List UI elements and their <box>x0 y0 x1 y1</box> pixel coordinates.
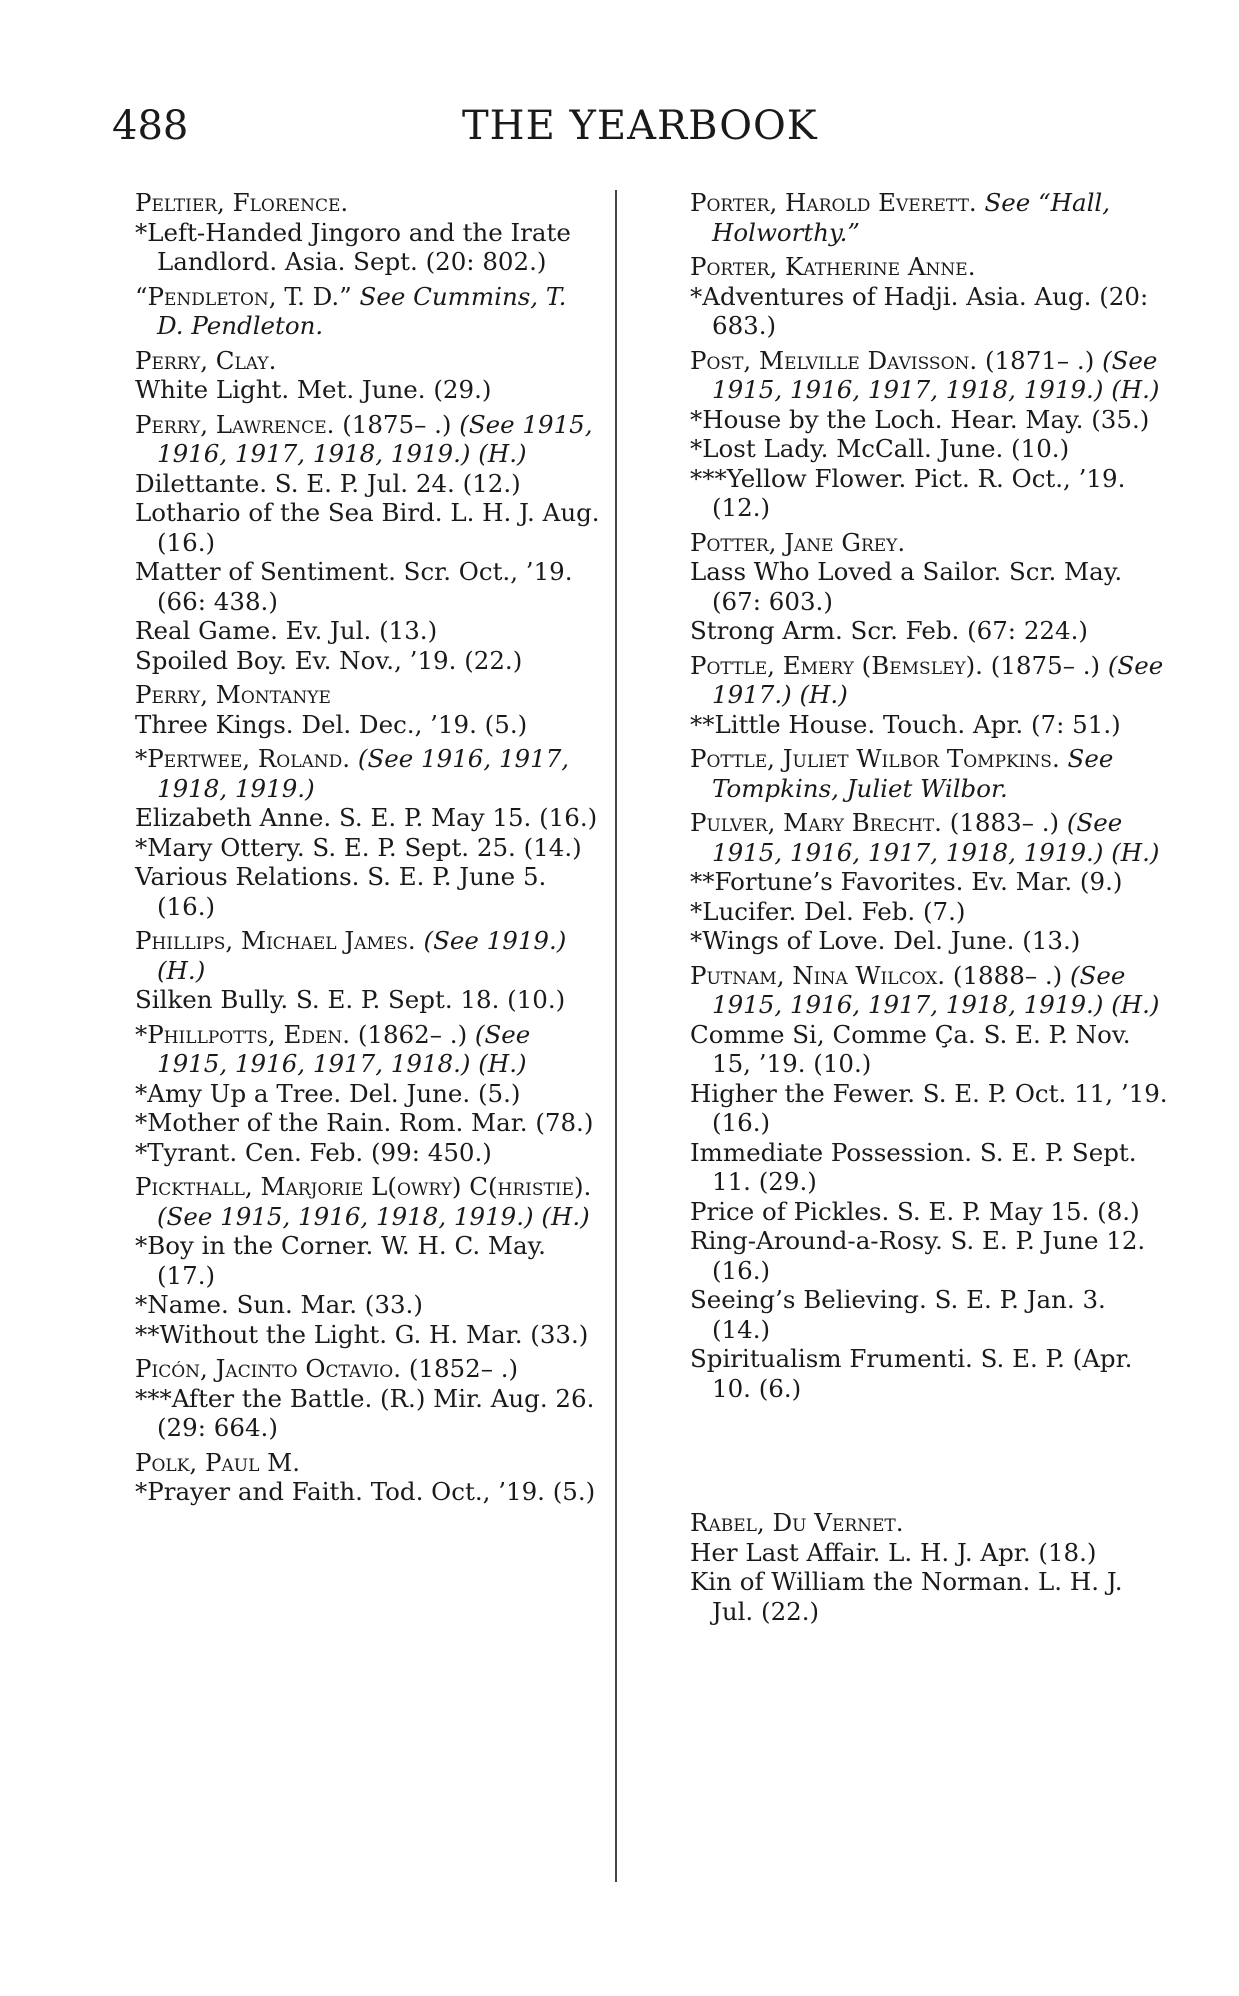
author-name: Porter, Katherine Anne. <box>690 252 976 281</box>
section-gap <box>650 1408 1170 1508</box>
story-entry: Ring-Around-a-Rosy. S. E. P. June 12. (16.) <box>690 1226 1146 1285</box>
author-heading <box>95 346 600 376</box>
story-entry: *Tyrant. Cen. Feb. (99: 450.) <box>135 1137 492 1167</box>
author-heading <box>650 808 1170 867</box>
author-note: (See 1919.) (H.) <box>157 926 567 985</box>
author-entry <box>95 410 600 676</box>
author-entry <box>650 744 1170 803</box>
story-entry: Immediate Possession. S. E. P. Sept. 11. (29.) <box>690 1137 1137 1196</box>
author-note: (See 1915, 1916, 1917, 1918.) (H.) <box>157 1019 531 1078</box>
story-entry: Lothario of the Sea Bird. L. H. J. Aug. (16.) <box>135 498 600 557</box>
author-note: See Tompkins, Juliet Wilbor. <box>712 744 1114 803</box>
story-entry: Silken Bully. S. E. P. Sept. 18. (10.) <box>135 985 566 1014</box>
story-entry: Higher the Fewer. S. E. P. Oct. 11, ’19. (16.) <box>690 1078 1168 1137</box>
author-entry <box>650 188 1170 247</box>
author-dates: (1862– .) <box>357 1019 468 1049</box>
author-entry <box>95 1172 600 1349</box>
author-heading <box>95 282 600 341</box>
story-entry: Real Game. Ev. Jul. (13.) <box>135 616 438 645</box>
author-name: Peltier, Florence. <box>135 188 349 217</box>
story-entry: Dilettante. S. E. P. Jul. 24. (12.) <box>135 468 521 498</box>
author-entry <box>95 926 600 1015</box>
story-entry: *Mother of the Rain. Rom. Mar. (78.) <box>135 1108 594 1137</box>
story-entry: Spoiled Boy. Ev. Nov., ’19. (22.) <box>135 645 523 675</box>
author-dates: (1852– .) <box>408 1354 519 1383</box>
story-entry: *Lucifer. Del. Feb. (7.) <box>690 896 966 926</box>
story-entry: White Light. Met. June. (29.) <box>135 375 492 404</box>
author-entry <box>650 808 1170 956</box>
story-entry: *Amy Up a Tree. Del. June. (5.) <box>135 1078 521 1108</box>
author-name: Perry, Lawrence. <box>135 409 335 439</box>
author-name: Rabel, Du Vernet. <box>690 1508 904 1537</box>
author-note: (See 1915, 1916, 1917, 1918, 1919.) (H.) <box>157 409 593 468</box>
author-heading <box>95 680 600 710</box>
author-name: Perry, Clay. <box>135 345 277 375</box>
column-divider <box>615 190 617 1882</box>
story-entry: *Boy in the Corner. W. H. C. May. (17.) <box>135 1231 546 1290</box>
author-heading <box>650 651 1170 710</box>
story-entry: Seeing’s Believing. S. E. P. Jan. 3. (14.) <box>690 1285 1106 1344</box>
story-entry: Elizabeth Anne. S. E. P. May 15. (16.) <box>135 803 598 832</box>
author-heading <box>650 961 1170 1020</box>
author-note: (See 1915, 1916, 1917, 1918, 1919.) (H.) <box>712 345 1160 404</box>
author-entry <box>95 1020 600 1168</box>
author-name: Pottle, Juliet Wilbor Tompkins. <box>690 744 1060 773</box>
author-heading <box>95 926 600 985</box>
author-dates: (1883– .) <box>949 808 1060 837</box>
story-entry: Strong Arm. Scr. Feb. (67: 224.) <box>690 616 1088 645</box>
author-note: (See 1916, 1917, 1918, 1919.) <box>157 744 570 803</box>
story-entry: Lass Who Loved a Sailor. Scr. May. (67: 603.) <box>690 557 1123 616</box>
author-name: Phillips, Michael James. <box>135 926 416 955</box>
author-entry <box>95 282 600 341</box>
author-dates: (1875– .) <box>990 650 1101 680</box>
author-name: Polk, Paul M. <box>135 1447 301 1477</box>
story-entry: Various Relations. S. E. P. June 5. (16.) <box>135 862 547 921</box>
author-entry <box>650 651 1170 740</box>
author-entry <box>95 346 600 405</box>
author-note: (See 1915, 1916, 1917, 1918, 1919.) (H.) <box>712 808 1160 867</box>
story-entry: **Fortune’s Favorites. Ev. Mar. (9.) <box>690 867 1123 896</box>
author-heading <box>95 1448 600 1478</box>
story-entry: Three Kings. Del. Dec., ’19. (5.) <box>135 709 528 739</box>
story-entry: Comme Si, Comme Ça. S. E. P. Nov. 15, ’19. (10.) <box>690 1019 1131 1078</box>
story-entry: Her Last Affair. L. H. J. Apr. (18.) <box>690 1537 1097 1567</box>
author-name: Picón, Jacinto Octavio. <box>135 1354 402 1383</box>
author-heading <box>650 252 1170 282</box>
story-entry: *Adventures of Hadji. Asia. Aug. (20: 683.) <box>690 281 1149 340</box>
author-note: (See 1917.) (H.) <box>712 650 1164 709</box>
story-entry: *House by the Loch. Hear. May. (35.) <box>690 404 1150 434</box>
author-heading <box>95 744 600 803</box>
story-entry: Price of Pickles. S. E. P. May 15. (8.) <box>690 1196 1140 1226</box>
author-entry <box>650 346 1170 523</box>
author-heading <box>650 346 1170 405</box>
author-name: Putnam, Nina Wilcox. <box>690 960 946 990</box>
author-heading <box>95 1020 600 1079</box>
author-heading <box>650 188 1170 247</box>
author-note: (See 1915, 1916, 1918, 1919.) (H.) <box>157 1201 590 1231</box>
author-name: Porter, Harold Everett. <box>690 188 977 217</box>
story-entry: *Lost Lady. McCall. June. (10.) <box>690 434 1070 463</box>
author-dates: (1871– .) <box>984 345 1095 375</box>
author-heading <box>95 188 600 218</box>
author-entry <box>650 252 1170 341</box>
author-name: Post, Melville Davisson. <box>690 345 978 375</box>
story-entry: *Wings of Love. Del. June. (13.) <box>690 926 1081 955</box>
author-heading <box>95 1354 600 1384</box>
author-entry <box>95 188 600 277</box>
author-note: (See 1915, 1916, 1917, 1918, 1919.) (H.) <box>712 960 1160 1019</box>
author-heading <box>650 528 1170 558</box>
author-name: Perry, Montanye <box>135 680 331 709</box>
author-dates: (1875– .) <box>342 409 452 439</box>
author-dates: (1888– .) <box>952 960 1063 990</box>
left-column <box>95 188 600 1512</box>
story-entry: *Prayer and Faith. Tod. Oct., ’19. (5.) <box>135 1477 596 1506</box>
story-entry: *Left-Handed Jingoro and the Irate Landlord. Asia. Sept. (20: 802.) <box>135 217 571 276</box>
right-column <box>650 188 1170 1631</box>
story-entry: Kin of William the Norman. L. H. J. Jul. (22.) <box>690 1567 1123 1626</box>
author-name: *Pertwee, Roland. <box>135 744 351 773</box>
author-heading <box>95 1172 600 1231</box>
author-name: Potter, Jane Grey. <box>690 527 906 557</box>
author-entry <box>95 1354 600 1443</box>
author-name: Pickthall, Marjorie L(owry) C(hristie). <box>135 1172 592 1201</box>
story-entry: **Without the Light. G. H. Mar. (33.) <box>135 1319 589 1349</box>
author-heading <box>95 410 600 469</box>
story-entry: **Little House. Touch. Apr. (7: 51.) <box>690 709 1121 739</box>
story-entry: ***Yellow Flower. Pict. R. Oct., ’19. (12.) <box>690 463 1126 522</box>
author-heading <box>650 744 1170 803</box>
story-entry: *Mary Ottery. S. E. P. Sept. 25. (14.) <box>135 832 582 862</box>
page-title: THE YEARBOOK <box>462 103 818 149</box>
story-entry: Matter of Sentiment. Scr. Oct., ’19. (66: 438.) <box>135 557 573 616</box>
author-entry <box>650 1508 1170 1626</box>
author-name: *Phillpotts, Eden. <box>135 1019 351 1049</box>
author-entry <box>95 1448 600 1507</box>
author-entry <box>95 680 600 739</box>
story-entry: Spiritualism Frumenti. S. E. P. (Apr. 10. (6.) <box>690 1344 1133 1403</box>
author-entry <box>95 744 600 921</box>
author-heading <box>650 1508 1170 1538</box>
author-name: “Pendleton, T. D.” <box>135 281 352 311</box>
page-number: 488 <box>112 103 189 149</box>
author-name: Pottle, Emery (Bemsley). <box>690 650 983 680</box>
author-note: See Cummins, T. D. Pendleton. <box>157 281 567 340</box>
author-name: Pulver, Mary Brecht. <box>690 808 942 837</box>
story-entry: ***After the Battle. (R.) Mir. Aug. 26. (29: 664.) <box>135 1383 595 1442</box>
author-entry <box>650 961 1170 1404</box>
author-note: See “Hall, Holworthy.” <box>712 188 1111 247</box>
author-entry <box>650 528 1170 646</box>
story-entry: *Name. Sun. Mar. (33.) <box>135 1290 423 1319</box>
